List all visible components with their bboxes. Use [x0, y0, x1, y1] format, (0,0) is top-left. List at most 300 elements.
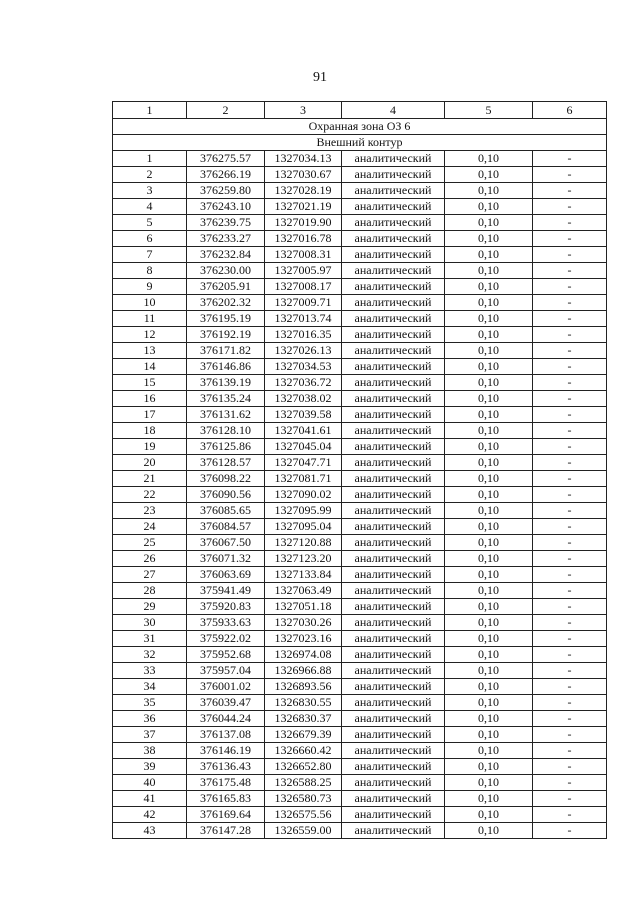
- accuracy-cell: 0,10: [445, 167, 533, 183]
- y-coordinate-cell: 1327028.19: [265, 183, 342, 199]
- point-number-cell: 10: [113, 295, 187, 311]
- note-cell: -: [533, 583, 607, 599]
- point-number-cell: 4: [113, 199, 187, 215]
- x-coordinate-cell: 376266.19: [187, 167, 265, 183]
- accuracy-cell: 0,10: [445, 567, 533, 583]
- coordinates-table: [112, 101, 607, 839]
- x-coordinate-cell: 376171.82: [187, 343, 265, 359]
- note-cell: -: [533, 423, 607, 439]
- table-row: [113, 487, 607, 503]
- accuracy-cell: 0,10: [445, 791, 533, 807]
- note-cell: -: [533, 295, 607, 311]
- note-cell: -: [533, 279, 607, 295]
- table-row: [113, 631, 607, 647]
- method-cell: аналитический: [342, 503, 445, 519]
- x-coordinate-cell: 376128.10: [187, 423, 265, 439]
- x-coordinate-cell: 376259.80: [187, 183, 265, 199]
- table-row: [113, 279, 607, 295]
- point-number-cell: 37: [113, 727, 187, 743]
- x-coordinate-cell: 376275.57: [187, 151, 265, 167]
- method-cell: аналитический: [342, 279, 445, 295]
- x-coordinate-cell: 376135.24: [187, 391, 265, 407]
- note-cell: -: [533, 535, 607, 551]
- y-coordinate-cell: 1326830.55: [265, 695, 342, 711]
- y-coordinate-cell: 1327009.71: [265, 295, 342, 311]
- zone-title-row: [113, 119, 607, 135]
- method-cell: аналитический: [342, 215, 445, 231]
- method-cell: аналитический: [342, 791, 445, 807]
- x-coordinate-cell: 376146.86: [187, 359, 265, 375]
- y-coordinate-cell: 1327016.78: [265, 231, 342, 247]
- note-cell: -: [533, 567, 607, 583]
- table-row: [113, 647, 607, 663]
- accuracy-cell: 0,10: [445, 215, 533, 231]
- x-coordinate-cell: 376125.86: [187, 439, 265, 455]
- point-number-cell: 11: [113, 311, 187, 327]
- point-number-cell: 22: [113, 487, 187, 503]
- accuracy-cell: 0,10: [445, 759, 533, 775]
- method-cell: аналитический: [342, 263, 445, 279]
- method-cell: аналитический: [342, 455, 445, 471]
- method-cell: аналитический: [342, 583, 445, 599]
- method-cell: аналитический: [342, 375, 445, 391]
- point-number-cell: 32: [113, 647, 187, 663]
- y-coordinate-cell: 1326580.73: [265, 791, 342, 807]
- x-coordinate-cell: 376131.62: [187, 407, 265, 423]
- y-coordinate-cell: 1326966.88: [265, 663, 342, 679]
- table-row: [113, 535, 607, 551]
- column-header-2: 2: [187, 102, 265, 119]
- x-coordinate-cell: 376146.19: [187, 743, 265, 759]
- y-coordinate-cell: 1327023.16: [265, 631, 342, 647]
- y-coordinate-cell: 1327120.88: [265, 535, 342, 551]
- accuracy-cell: 0,10: [445, 471, 533, 487]
- x-coordinate-cell: 376202.32: [187, 295, 265, 311]
- note-cell: -: [533, 327, 607, 343]
- y-coordinate-cell: 1327041.61: [265, 423, 342, 439]
- point-number-cell: 9: [113, 279, 187, 295]
- y-coordinate-cell: 1327034.13: [265, 151, 342, 167]
- note-cell: -: [533, 471, 607, 487]
- y-coordinate-cell: 1327095.04: [265, 519, 342, 535]
- accuracy-cell: 0,10: [445, 439, 533, 455]
- x-coordinate-cell: 376090.56: [187, 487, 265, 503]
- x-coordinate-cell: 376175.48: [187, 775, 265, 791]
- y-coordinate-cell: 1326559.00: [265, 823, 342, 839]
- method-cell: аналитический: [342, 423, 445, 439]
- x-coordinate-cell: 376001.02: [187, 679, 265, 695]
- method-cell: аналитический: [342, 487, 445, 503]
- table-row: [113, 231, 607, 247]
- note-cell: -: [533, 407, 607, 423]
- accuracy-cell: 0,10: [445, 375, 533, 391]
- column-header-5: 5: [445, 102, 533, 119]
- x-coordinate-cell: 376085.65: [187, 503, 265, 519]
- table-row: [113, 151, 607, 167]
- point-number-cell: 28: [113, 583, 187, 599]
- note-cell: -: [533, 263, 607, 279]
- x-coordinate-cell: 376233.27: [187, 231, 265, 247]
- method-cell: аналитический: [342, 183, 445, 199]
- accuracy-cell: 0,10: [445, 391, 533, 407]
- table-row: [113, 663, 607, 679]
- x-coordinate-cell: 376136.43: [187, 759, 265, 775]
- table-row: [113, 711, 607, 727]
- table-row: [113, 375, 607, 391]
- note-cell: -: [533, 711, 607, 727]
- accuracy-cell: 0,10: [445, 775, 533, 791]
- point-number-cell: 17: [113, 407, 187, 423]
- table-row: [113, 359, 607, 375]
- point-number-cell: 7: [113, 247, 187, 263]
- y-coordinate-cell: 1327034.53: [265, 359, 342, 375]
- method-cell: аналитический: [342, 823, 445, 839]
- accuracy-cell: 0,10: [445, 183, 533, 199]
- point-number-cell: 1: [113, 151, 187, 167]
- y-coordinate-cell: 1327090.02: [265, 487, 342, 503]
- table-row: [113, 455, 607, 471]
- point-number-cell: 38: [113, 743, 187, 759]
- note-cell: -: [533, 167, 607, 183]
- note-cell: -: [533, 695, 607, 711]
- table-row: [113, 775, 607, 791]
- note-cell: -: [533, 375, 607, 391]
- method-cell: аналитический: [342, 567, 445, 583]
- table-row: [113, 295, 607, 311]
- y-coordinate-cell: 1327095.99: [265, 503, 342, 519]
- point-number-cell: 13: [113, 343, 187, 359]
- method-cell: аналитический: [342, 167, 445, 183]
- table-row: [113, 791, 607, 807]
- table-row: [113, 695, 607, 711]
- table-row: [113, 503, 607, 519]
- note-cell: -: [533, 343, 607, 359]
- note-cell: -: [533, 183, 607, 199]
- column-header-3: 3: [265, 102, 342, 119]
- x-coordinate-cell: 376139.19: [187, 375, 265, 391]
- accuracy-cell: 0,10: [445, 807, 533, 823]
- x-coordinate-cell: 376067.50: [187, 535, 265, 551]
- point-number-cell: 43: [113, 823, 187, 839]
- point-number-cell: 23: [113, 503, 187, 519]
- x-coordinate-cell: 376063.69: [187, 567, 265, 583]
- x-coordinate-cell: 376192.19: [187, 327, 265, 343]
- note-cell: -: [533, 823, 607, 839]
- accuracy-cell: 0,10: [445, 599, 533, 615]
- method-cell: аналитический: [342, 391, 445, 407]
- table-row: [113, 407, 607, 423]
- accuracy-cell: 0,10: [445, 199, 533, 215]
- note-cell: -: [533, 775, 607, 791]
- accuracy-cell: 0,10: [445, 631, 533, 647]
- table-row: [113, 551, 607, 567]
- table-row: [113, 199, 607, 215]
- note-cell: -: [533, 615, 607, 631]
- method-cell: аналитический: [342, 343, 445, 359]
- point-number-cell: 31: [113, 631, 187, 647]
- y-coordinate-cell: 1327051.18: [265, 599, 342, 615]
- method-cell: аналитический: [342, 631, 445, 647]
- point-number-cell: 20: [113, 455, 187, 471]
- method-cell: аналитический: [342, 759, 445, 775]
- y-coordinate-cell: 1327047.71: [265, 455, 342, 471]
- x-coordinate-cell: 375920.83: [187, 599, 265, 615]
- method-cell: аналитический: [342, 327, 445, 343]
- x-coordinate-cell: 376039.47: [187, 695, 265, 711]
- note-cell: -: [533, 647, 607, 663]
- method-cell: аналитический: [342, 599, 445, 615]
- table-row: [113, 439, 607, 455]
- note-cell: -: [533, 631, 607, 647]
- coordinates-table-body: [113, 102, 607, 839]
- accuracy-cell: 0,10: [445, 311, 533, 327]
- method-cell: аналитический: [342, 663, 445, 679]
- table-row: [113, 567, 607, 583]
- accuracy-cell: 0,10: [445, 743, 533, 759]
- method-cell: аналитический: [342, 679, 445, 695]
- x-coordinate-cell: 376205.91: [187, 279, 265, 295]
- y-coordinate-cell: 1326652.80: [265, 759, 342, 775]
- point-number-cell: 18: [113, 423, 187, 439]
- point-number-cell: 36: [113, 711, 187, 727]
- accuracy-cell: 0,10: [445, 647, 533, 663]
- y-coordinate-cell: 1326893.56: [265, 679, 342, 695]
- method-cell: аналитический: [342, 311, 445, 327]
- note-cell: -: [533, 199, 607, 215]
- y-coordinate-cell: 1327039.58: [265, 407, 342, 423]
- accuracy-cell: 0,10: [445, 327, 533, 343]
- accuracy-cell: 0,10: [445, 263, 533, 279]
- point-number-cell: 30: [113, 615, 187, 631]
- table-row: [113, 823, 607, 839]
- method-cell: аналитический: [342, 647, 445, 663]
- y-coordinate-cell: 1327019.90: [265, 215, 342, 231]
- table-row: [113, 423, 607, 439]
- note-cell: -: [533, 311, 607, 327]
- point-number-cell: 15: [113, 375, 187, 391]
- note-cell: -: [533, 679, 607, 695]
- table-row: [113, 311, 607, 327]
- x-coordinate-cell: 376044.24: [187, 711, 265, 727]
- note-cell: -: [533, 519, 607, 535]
- point-number-cell: 3: [113, 183, 187, 199]
- point-number-cell: 40: [113, 775, 187, 791]
- x-coordinate-cell: 376169.64: [187, 807, 265, 823]
- accuracy-cell: 0,10: [445, 695, 533, 711]
- accuracy-cell: 0,10: [445, 583, 533, 599]
- point-number-cell: 5: [113, 215, 187, 231]
- page-number: 91: [313, 70, 327, 85]
- y-coordinate-cell: 1326830.37: [265, 711, 342, 727]
- table-row: [113, 743, 607, 759]
- method-cell: аналитический: [342, 535, 445, 551]
- x-coordinate-cell: 376165.83: [187, 791, 265, 807]
- table-row: [113, 183, 607, 199]
- note-cell: -: [533, 391, 607, 407]
- note-cell: -: [533, 231, 607, 247]
- accuracy-cell: 0,10: [445, 615, 533, 631]
- accuracy-cell: 0,10: [445, 407, 533, 423]
- table-row: [113, 247, 607, 263]
- table-row: [113, 471, 607, 487]
- note-cell: -: [533, 791, 607, 807]
- y-coordinate-cell: 1327063.49: [265, 583, 342, 599]
- accuracy-cell: 0,10: [445, 231, 533, 247]
- accuracy-cell: 0,10: [445, 247, 533, 263]
- point-number-cell: 16: [113, 391, 187, 407]
- y-coordinate-cell: 1327030.67: [265, 167, 342, 183]
- method-cell: аналитический: [342, 711, 445, 727]
- method-cell: аналитический: [342, 199, 445, 215]
- method-cell: аналитический: [342, 247, 445, 263]
- note-cell: -: [533, 215, 607, 231]
- table-row: [113, 599, 607, 615]
- point-number-cell: 29: [113, 599, 187, 615]
- point-number-cell: 35: [113, 695, 187, 711]
- point-number-cell: 21: [113, 471, 187, 487]
- table-row: [113, 519, 607, 535]
- table-row: [113, 215, 607, 231]
- x-coordinate-cell: 376195.19: [187, 311, 265, 327]
- x-coordinate-cell: 376239.75: [187, 215, 265, 231]
- y-coordinate-cell: 1327013.74: [265, 311, 342, 327]
- method-cell: аналитический: [342, 471, 445, 487]
- method-cell: аналитический: [342, 695, 445, 711]
- point-number-cell: 25: [113, 535, 187, 551]
- point-number-cell: 2: [113, 167, 187, 183]
- accuracy-cell: 0,10: [445, 535, 533, 551]
- y-coordinate-cell: 1327016.35: [265, 327, 342, 343]
- y-coordinate-cell: 1327021.19: [265, 199, 342, 215]
- note-cell: -: [533, 455, 607, 471]
- method-cell: аналитический: [342, 807, 445, 823]
- x-coordinate-cell: 375922.02: [187, 631, 265, 647]
- method-cell: аналитический: [342, 231, 445, 247]
- method-cell: аналитический: [342, 519, 445, 535]
- note-cell: -: [533, 663, 607, 679]
- table-row: [113, 391, 607, 407]
- point-number-cell: 19: [113, 439, 187, 455]
- note-cell: -: [533, 439, 607, 455]
- y-coordinate-cell: 1327008.17: [265, 279, 342, 295]
- y-coordinate-cell: 1327133.84: [265, 567, 342, 583]
- point-number-cell: 27: [113, 567, 187, 583]
- method-cell: аналитический: [342, 407, 445, 423]
- note-cell: -: [533, 743, 607, 759]
- point-number-cell: 33: [113, 663, 187, 679]
- y-coordinate-cell: 1327005.97: [265, 263, 342, 279]
- note-cell: -: [533, 247, 607, 263]
- note-cell: -: [533, 503, 607, 519]
- y-coordinate-cell: 1327038.02: [265, 391, 342, 407]
- x-coordinate-cell: 376137.08: [187, 727, 265, 743]
- accuracy-cell: 0,10: [445, 679, 533, 695]
- accuracy-cell: 0,10: [445, 551, 533, 567]
- point-number-cell: 24: [113, 519, 187, 535]
- note-cell: -: [533, 487, 607, 503]
- y-coordinate-cell: 1327045.04: [265, 439, 342, 455]
- method-cell: аналитический: [342, 551, 445, 567]
- point-number-cell: 42: [113, 807, 187, 823]
- contour-title: Внешний контур: [113, 135, 607, 151]
- note-cell: -: [533, 151, 607, 167]
- x-coordinate-cell: 376243.10: [187, 199, 265, 215]
- method-cell: аналитический: [342, 439, 445, 455]
- accuracy-cell: 0,10: [445, 359, 533, 375]
- y-coordinate-cell: 1326660.42: [265, 743, 342, 759]
- zone-title: Охранная зона ОЗ 6: [113, 119, 607, 135]
- accuracy-cell: 0,10: [445, 455, 533, 471]
- y-coordinate-cell: 1327030.26: [265, 615, 342, 631]
- point-number-cell: 8: [113, 263, 187, 279]
- x-coordinate-cell: 376098.22: [187, 471, 265, 487]
- y-coordinate-cell: 1326588.25: [265, 775, 342, 791]
- method-cell: аналитический: [342, 359, 445, 375]
- accuracy-cell: 0,10: [445, 663, 533, 679]
- point-number-cell: 39: [113, 759, 187, 775]
- accuracy-cell: 0,10: [445, 519, 533, 535]
- accuracy-cell: 0,10: [445, 727, 533, 743]
- method-cell: аналитический: [342, 727, 445, 743]
- accuracy-cell: 0,10: [445, 295, 533, 311]
- table-row: [113, 615, 607, 631]
- table-row: [113, 759, 607, 775]
- method-cell: аналитический: [342, 295, 445, 311]
- column-header-1: 1: [113, 102, 187, 119]
- table-row: [113, 807, 607, 823]
- accuracy-cell: 0,10: [445, 503, 533, 519]
- x-coordinate-cell: 376147.28: [187, 823, 265, 839]
- table-row: [113, 343, 607, 359]
- note-cell: -: [533, 359, 607, 375]
- y-coordinate-cell: 1327008.31: [265, 247, 342, 263]
- note-cell: -: [533, 599, 607, 615]
- accuracy-cell: 0,10: [445, 151, 533, 167]
- accuracy-cell: 0,10: [445, 487, 533, 503]
- x-coordinate-cell: 376071.32: [187, 551, 265, 567]
- y-coordinate-cell: 1327026.13: [265, 343, 342, 359]
- y-coordinate-cell: 1327123.20: [265, 551, 342, 567]
- table-row: [113, 583, 607, 599]
- x-coordinate-cell: 375941.49: [187, 583, 265, 599]
- x-coordinate-cell: 376084.57: [187, 519, 265, 535]
- point-number-cell: 41: [113, 791, 187, 807]
- method-cell: аналитический: [342, 743, 445, 759]
- note-cell: -: [533, 759, 607, 775]
- accuracy-cell: 0,10: [445, 823, 533, 839]
- method-cell: аналитический: [342, 775, 445, 791]
- y-coordinate-cell: 1327036.72: [265, 375, 342, 391]
- x-coordinate-cell: 375957.04: [187, 663, 265, 679]
- note-cell: -: [533, 551, 607, 567]
- y-coordinate-cell: 1326974.08: [265, 647, 342, 663]
- contour-title-row: [113, 135, 607, 151]
- table-row: [113, 263, 607, 279]
- table-row: [113, 679, 607, 695]
- note-cell: -: [533, 727, 607, 743]
- point-number-cell: 12: [113, 327, 187, 343]
- table-row: [113, 327, 607, 343]
- point-number-cell: 14: [113, 359, 187, 375]
- x-coordinate-cell: 376128.57: [187, 455, 265, 471]
- column-header-4: 4: [342, 102, 445, 119]
- point-number-cell: 34: [113, 679, 187, 695]
- y-coordinate-cell: 1326679.39: [265, 727, 342, 743]
- method-cell: аналитический: [342, 151, 445, 167]
- note-cell: -: [533, 807, 607, 823]
- accuracy-cell: 0,10: [445, 279, 533, 295]
- accuracy-cell: 0,10: [445, 343, 533, 359]
